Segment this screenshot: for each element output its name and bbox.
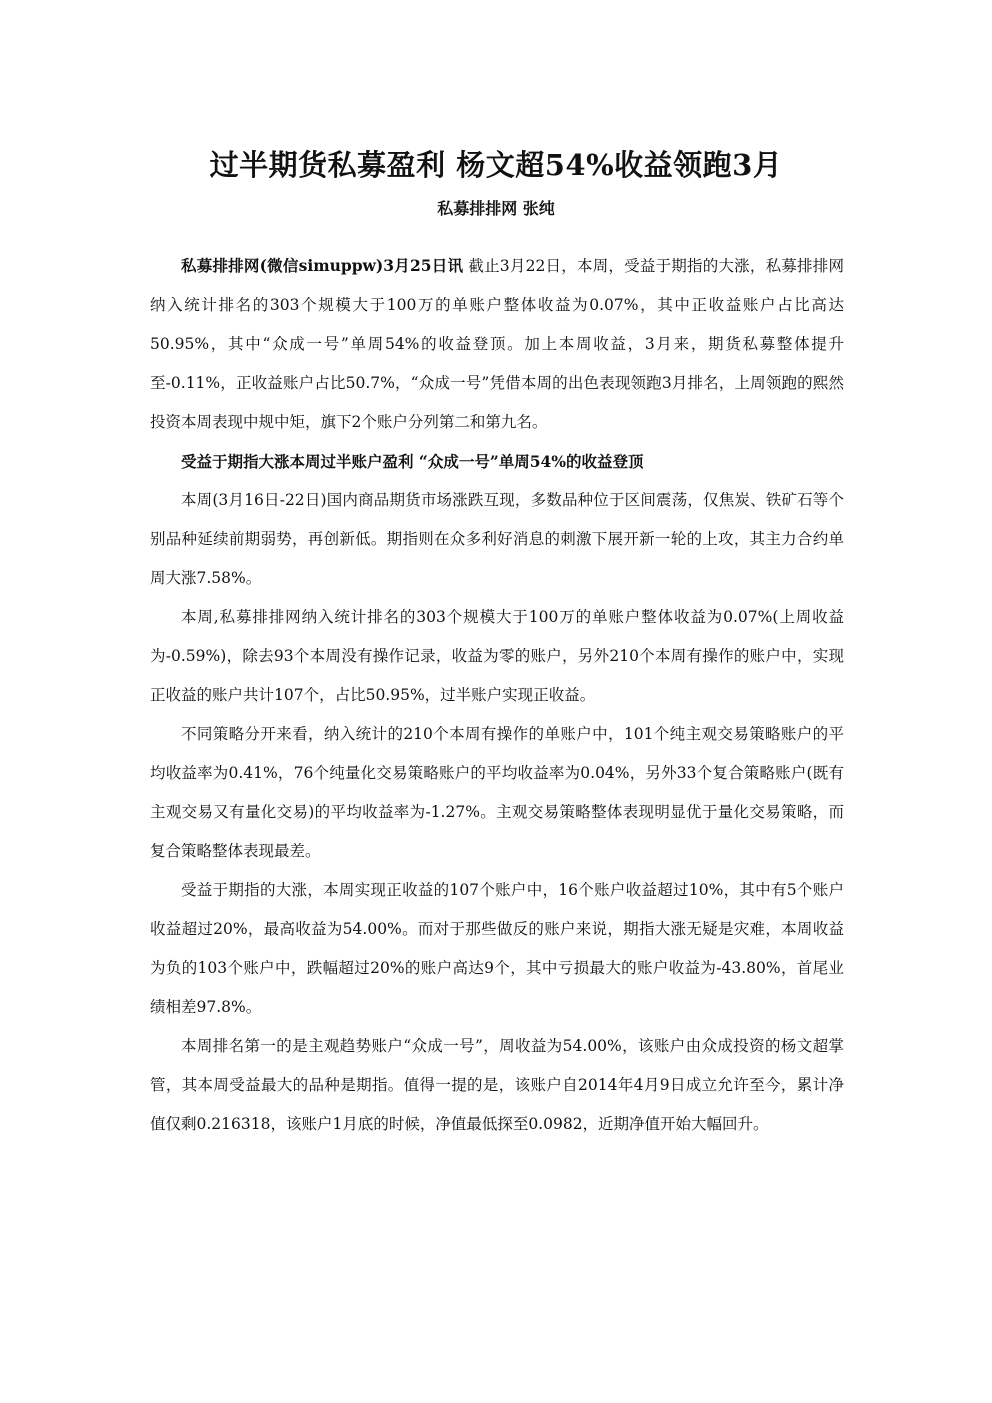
article-title: 过半期货私募盈利 杨文超54%收益领跑3月 — [209, 148, 783, 183]
paragraph-2: 本周(3月16日-22日)国内商品期货市场涨跌互现，多数品种位于区间震荡，仅焦炭、铁矿石等个别品种延续前期弱势，再创新低。期指则在众多利好消息的刺激下展开新一轮的上攻，其主力合约单周大涨7.58%。 — [150, 491, 844, 587]
paragraph-6: 本周排名第一的是主观趋势账户“众成一号”，周收益为54.00%，该账户由众成投资的杨文超掌管，其本周受益最大的品种是期指。值得一提的是，该账户自2014年4月9日成立允许至今，累计净值仅剩0.216318，该账户1月底的时候，净值最低探至0.0982，近期净值开始大幅回升。 — [150, 1037, 844, 1133]
paragraph-lead — [150, 246, 844, 442]
article-byline: 私募排排网 张纯 — [437, 199, 555, 218]
paragraph-3: 本周,私募排排网纳入统计排名的303个规模大于100万的单账户整体收益为0.07%(上周收益为-0.59%)，除去93个本周没有操作记录，收益为零的账户，另外210个本周有操作的账户中，实现正收益的账户共计107个，占比50.95%，过半账户实现正收益。 — [150, 608, 844, 704]
paragraph-5: 受益于期指的大涨，本周实现正收益的107个账户中，16个账户收益超过10%，其中有5个账户收益超过20%，最高收益为54.00%。而对于那些做反的账户来说，期指大涨无疑是灾难，本周收益为负的103个账户中，跌幅超过20%的账户高达9个，其中亏损最大的账户收益为-43.80%，首尾业绩相差97.8%。 — [150, 881, 844, 1016]
paragraph-1-text: 截止3月22日，本周，受益于期指的大涨，私募排排网纳入统计排名的303个规模大于100万的单账户整体收益为0.07%，其中正收益账户占比高达50.95%，其中“众成一号”单周54%的收益登顶。加上本周收益，3月来，期货私募整体提升至-0.11%，正收益账户占比50.7%，“众成一号”凭借本周的出色表现领跑3月排名，上周领跑的熙然投资本周表现中规中矩，旗下2个账户分列第二和第九名。 — [150, 257, 844, 431]
section-subheading: 受益于期指大涨本周过半账户盈利 “众成一号”单周54%的收益登顶 — [181, 452, 644, 471]
article-body — [150, 246, 844, 1144]
paragraph-4: 不同策略分开来看，纳入统计的210个本周有操作的单账户中，101个纯主观交易策略账户的平均收益率为0.41%，76个纯量化交易策略账户的平均收益率为0.04%，另外33个复合策略账户(既有主观交易又有量化交易)的平均收益率为-1.27%。主观交易策略整体表现明显优于量化交易策略，而复合策略整体表现最差。 — [150, 725, 844, 860]
lead-source: 私募排排网(微信simuppw)3月25日讯 — [181, 256, 464, 275]
